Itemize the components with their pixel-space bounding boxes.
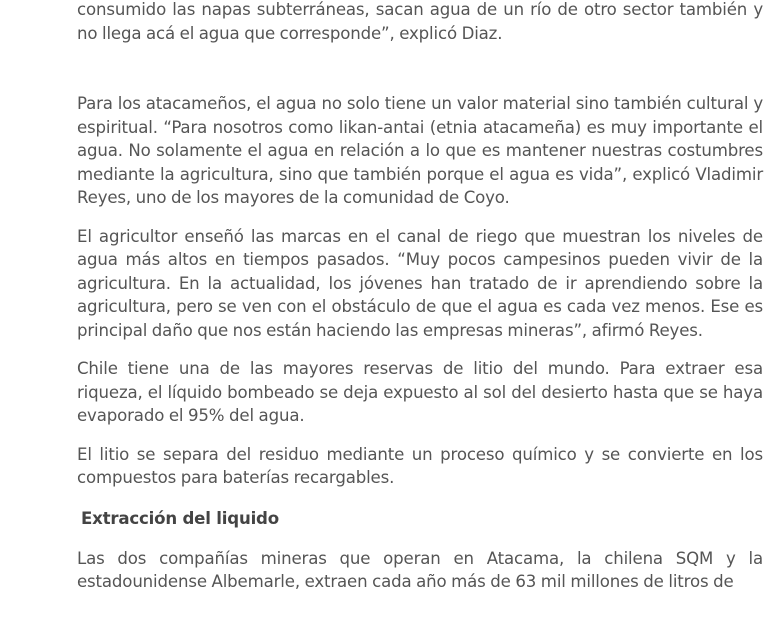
article-paragraph: El litio se separa del residuo mediante un proceso químico y se convierte en los compuestos para baterías recargables. [77, 444, 763, 487]
article-paragraph: Las dos compañías mineras que operan en Atacama, la chilena SQM y la estadounidense Albemarle, extraen cada año más de 63 mil millones de litros de [77, 548, 763, 591]
section-heading: Extracción del liquido [81, 508, 279, 528]
article-paragraph: Chile tiene una de las mayores reservas de litio del mundo. Para extraer esa riqueza, el líquido bombeado se deja expuesto al sol del desierto hasta que se haya evaporado el 95% del agua. [77, 359, 763, 425]
article-paragraph: El agricultor enseñó las marcas en el canal de riego que muestran los niveles de agua más altos en tiempos pasados. “Muy pocos campesinos pueden vivir de la agricultura. En la actualidad, los jóvenes han tratado de ir aprendiendo sobre la agricultura, pero se ven con el obstáculo de que el agua es cada vez menos. Ese es principal daño que nos están haciendo las empresas mineras”, afirmó Reyes. [77, 226, 763, 340]
article-paragraph: consumido las napas subterráneas, sacan agua de un río de otro sector también y no llega acá el agua que corresponde”, explicó Diaz. [77, 0, 763, 43]
article-paragraph: Para los atacameños, el agua no solo tiene un valor material sino también cultural y espiritual. “Para nosotros como likan-antai (etnia atacameña) es muy importante el agua. No solamente el agua en relación a lo que es mantener nuestras costumbres mediante la agricultura, sino que también porque el agua es vida”, explicó Vladimir Reyes, uno de los mayores de la comunidad de Coyo. [77, 94, 763, 207]
article-body [77, 0, 763, 594]
